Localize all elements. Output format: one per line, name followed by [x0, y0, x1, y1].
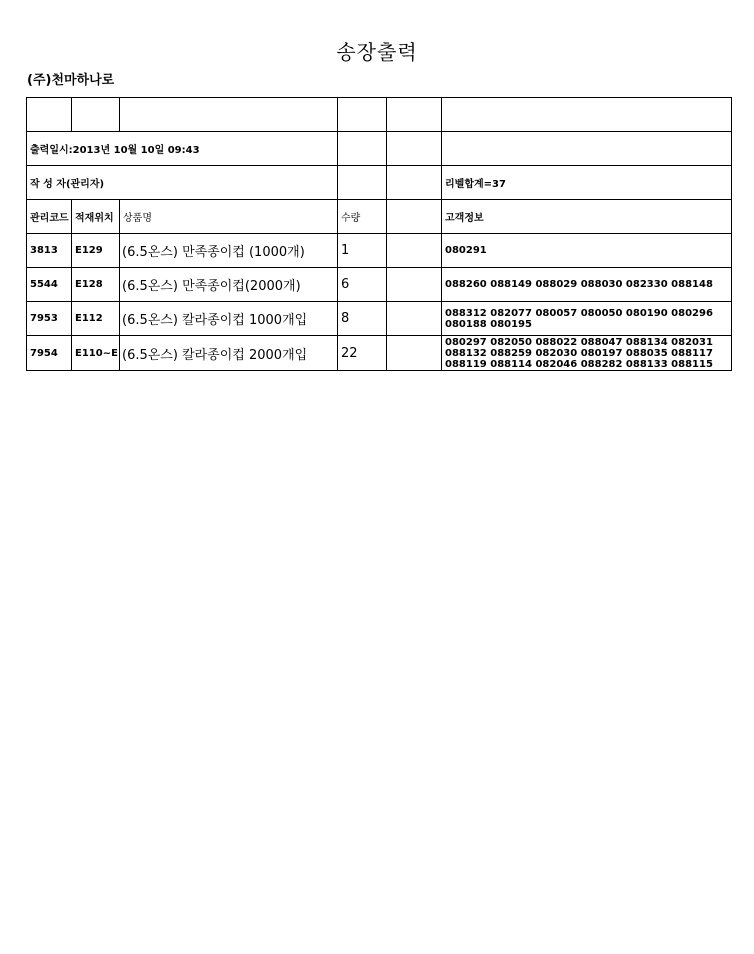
- header-location: 적재위치: [72, 200, 120, 234]
- row-location: E110~E: [72, 336, 120, 371]
- row-product: (6.5온스) 칼라종이컵 2000개입: [120, 336, 338, 371]
- header-code: 관리코드: [27, 200, 72, 234]
- row-customer: 088312 082077 080057 080050 080190 080296 080188 080195: [442, 302, 732, 336]
- row-code: 7953: [27, 302, 72, 336]
- label-total: 리벨합계=37: [442, 166, 732, 200]
- row-product: (6.5온스) 칼라종이컵 1000개입: [120, 302, 338, 336]
- row-code: 7954: [27, 336, 72, 371]
- row-location: E129: [72, 234, 120, 268]
- row-location: E128: [72, 268, 120, 302]
- table-row: [27, 336, 732, 371]
- header-product: 상품명: [120, 200, 338, 234]
- row-code: 3813: [27, 234, 72, 268]
- row-qty: 6: [338, 268, 387, 302]
- row-customer: 088260 088149 088029 088030 082330 088148: [442, 268, 732, 302]
- row-code: 5544: [27, 268, 72, 302]
- author-row: [27, 166, 732, 200]
- document-title: 송장출력: [336, 40, 418, 64]
- print-date-row: [27, 132, 732, 166]
- row-customer: 080297 082050 088022 088047 088134 082031 088132 088259 082030 080197 088035 088117 088119 088114 082046 088282 088133 088115: [442, 336, 732, 371]
- company-name: (주)천마하나로: [27, 73, 115, 88]
- header-customer: 고객정보: [442, 200, 732, 234]
- header-row: [27, 200, 732, 234]
- invoice-table: [26, 97, 732, 371]
- row-qty: 22: [338, 336, 387, 371]
- table-row: [27, 234, 732, 268]
- author: 작 성 자(관리자): [27, 166, 338, 200]
- row-location: E112: [72, 302, 120, 336]
- print-date: 출력일시:2013년 10월 10일 09:43: [27, 132, 338, 166]
- header-qty: 수량: [338, 200, 387, 234]
- table-row: [27, 302, 732, 336]
- row-qty: 8: [338, 302, 387, 336]
- row-product: (6.5온스) 만족종이컵(2000개): [120, 268, 338, 302]
- blank-row: [27, 98, 732, 132]
- row-qty: 1: [338, 234, 387, 268]
- row-customer: 080291: [442, 234, 732, 268]
- table-row: [27, 268, 732, 302]
- row-product: (6.5온스) 만족종이컵 (1000개): [120, 234, 338, 268]
